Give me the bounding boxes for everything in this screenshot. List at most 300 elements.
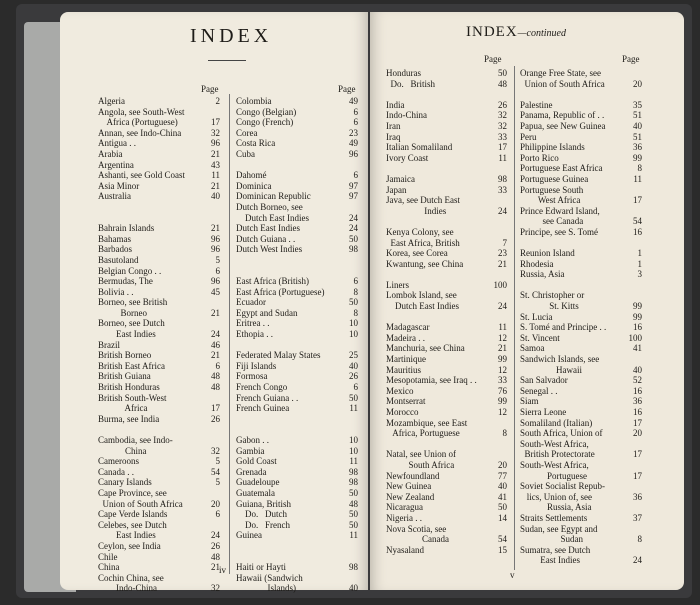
index-entry-name: Dutch East Indies [386,301,459,312]
index-entry-name: Iran [386,120,401,131]
index-entry-page: 11 [211,170,220,181]
index-entry [520,534,642,545]
index-entry-name: St. Vincent [520,332,560,343]
index-entry-page: 5 [215,477,220,488]
index-entry-name: Manchuria, see China [386,343,465,354]
index-entry [386,524,507,535]
index-entry [520,312,642,323]
index-entry-name: Cambodia, see Indo- [98,435,173,445]
index-entry-name: Nyasaland [386,544,424,555]
index-entry-page: 6 [353,170,358,181]
index-entry [236,117,358,128]
index-entry [98,160,220,171]
index-entry [386,492,507,503]
index-entry-page: 25 [349,350,358,361]
index-entry-name: Congo (Belgian) [236,106,297,117]
index-entry [236,213,358,224]
index-entry-page: 32 [498,110,507,121]
index-entry-page: 20 [633,78,642,89]
index-entry-name: Philippine Islands [520,142,585,153]
index-entry [98,414,220,425]
index-entry-name: Portuguese South [520,184,584,195]
index-entry-page: 99 [633,311,642,322]
index-entry-page: 16 [633,385,642,396]
index-entry [520,301,642,312]
index-entry [386,121,507,132]
index-entry-page: 52 [633,375,642,386]
index-entry-name: lics, Union of, see [520,491,592,502]
index-entry [98,350,220,361]
index-entry-name: Chile [98,551,118,562]
index-entry-name: British East Africa [98,360,165,371]
index-entry [520,238,642,249]
index-entry [386,333,507,344]
index-entry-page: 50 [349,392,358,403]
index-entry-name: British Protectorate [520,449,595,460]
index-entry-name: Canada [386,534,449,545]
index-entry-page: 24 [349,212,358,223]
index-entry-name: Indo-China [386,110,427,121]
index-entry-name: Dominica [236,180,272,191]
index-entry [98,287,220,298]
index-entry [520,269,642,280]
index-entry [386,460,507,471]
index-entry-page: 99 [498,354,507,365]
index-entry-name: Sandwich Islands, see [520,354,600,365]
index-entry-page: 8 [353,307,358,318]
index-entry [98,170,220,181]
index-entry-page: 20 [498,459,507,470]
index-entry-page: 24 [633,555,642,566]
index-entry-page: 98 [349,562,358,573]
index-entry [386,386,507,397]
index-entry [520,418,642,429]
index-entry-name: Morocco [386,407,419,417]
index-entry-page: 10 [349,318,358,329]
index-entry-page: 35 [633,99,642,110]
index-entry [386,375,507,386]
index-entry [520,333,642,344]
index-entry [236,499,358,510]
index-entry [236,414,358,425]
index-entry-name: India [386,99,405,110]
index-entry [386,322,507,333]
index-entry-page: 26 [349,371,358,382]
index-entry [386,206,507,217]
index-entry-name: West Africa [520,195,581,206]
index-entry-name: Bolivia . . [98,286,134,297]
index-entry [386,227,507,238]
index-entry [98,308,220,319]
index-entry-page: 48 [211,551,220,562]
index-entry [520,100,642,111]
index-entry [236,573,358,584]
index-entry-name: Dutch East Indies [236,212,309,223]
index-entry-page: 40 [633,120,642,131]
index-entry [520,68,642,79]
index-entry-name: Jamaica [386,173,415,184]
index-entry-page: 49 [349,96,358,106]
index-entry-name: Dominican Republic [236,191,311,202]
index-entry-name: Sudan [520,534,583,545]
index-entry-name: Guinea [236,530,262,541]
index-entry [236,488,358,499]
index-entry-name: Eritrea . . [236,318,270,329]
index-entry-name: Nicaragua [386,502,423,513]
index-entry [520,439,642,450]
index-entry-page: 76 [498,385,507,396]
index-entry-name: South Africa, Union of [520,428,603,439]
index-column-2 [236,96,358,594]
col3-page-header: Page [484,54,502,64]
index-entry-page: 6 [215,265,220,276]
index-entry-page: 54 [211,466,220,477]
index-entry-name: French Congo [236,382,288,393]
title-rule [208,60,246,61]
index-entry-name: Liners [386,279,409,290]
index-entry-name: Africa [98,403,148,414]
index-entry-page: 21 [211,562,220,573]
index-entry-name: South-West Africa, [520,438,589,449]
index-entry [98,340,220,351]
index-entry-name: Java, see Dutch East [386,195,460,206]
index-entry-name: Lombok Island, see [386,290,457,301]
index-entry [386,238,507,249]
index-entry [236,467,358,478]
index-entry-name: Do. Dutch [236,509,287,520]
index-entry [236,191,358,202]
index-entry-page: 8 [637,163,642,174]
index-entry-name: St. Lucia [520,311,553,322]
index-entry-page: 12 [498,407,507,417]
index-entry-page: 96 [349,148,358,159]
index-entry-name: East Africa (Portuguese) [236,286,325,297]
index-entry-page: 11 [349,530,358,541]
index-entry [236,403,358,414]
index-entry [520,396,642,407]
index-entry-name: Corea [236,127,258,138]
index-entry [236,520,358,531]
index-entry-page: 100 [493,279,507,290]
index-entry [236,530,358,541]
index-entry-name: Costa Rica [236,138,276,149]
index-entry-name: Annan, see Indo-China [98,127,182,138]
index-entry-page: 32 [498,120,507,131]
index-entry-page: 8 [502,428,507,439]
index-entry-page: 96 [211,244,220,255]
index-entry-name: Dutch West Indies [236,244,303,255]
index-entry [386,185,507,196]
index-entry-page: 50 [349,509,358,520]
index-entry-name: Canada . . [98,466,134,477]
index-entry [236,477,358,488]
index-entry-page: 50 [349,487,358,498]
index-entry-page: 26 [498,99,507,110]
index-entry [98,552,220,563]
index-entry [386,407,507,418]
index-entry-page: 17 [211,117,220,128]
index-entry-name: Peru [520,131,537,142]
index-entry-name: Ashanti, see Gold Coast [98,170,185,181]
right-page-number: v [510,570,515,580]
index-entry-page: 98 [349,477,358,488]
index-entry-page: 50 [349,233,358,244]
index-entry [98,573,220,584]
index-entry [236,456,358,467]
index-entry [386,174,507,185]
index-entry [386,502,507,513]
index-entry-name: East Indies [98,329,156,340]
index-entry [98,329,220,340]
index-entry-name: Haiti or Hayti [236,562,286,573]
index-entry-name: Burma, see India [98,413,160,424]
index-entry [520,386,642,397]
index-entry-name: Mexico [386,385,414,396]
index-entry-name: Grenada [236,466,267,477]
index-entry [520,216,642,227]
index-entry-page: 98 [349,244,358,255]
index-column-4 [520,68,642,566]
index-entry-page: 32 [211,445,220,456]
index-entry-name: Nova Scotia, see [386,523,447,534]
index-entry-page: 3 [637,269,642,280]
index-entry [520,513,642,524]
index-entry-name: Honduras [386,68,421,78]
index-entry [520,280,642,291]
index-entry-name: Principe, see S. Tomé [520,226,598,237]
index-entry-page: 7 [502,237,507,248]
index-entry-name: Papua, see New Guinea [520,120,606,131]
index-entry-name: St. Christopher or [520,290,585,301]
index-entry-page: 17 [633,195,642,206]
index-entry [386,428,507,439]
index-entry-page: 97 [349,180,358,191]
index-entry-name: Orange Free State, see [520,68,601,78]
index-entry-name: Hawaii [520,364,582,375]
index-entry-name: Union of South Africa [520,78,605,89]
index-entry-name: Indo-China [98,583,157,594]
index-entry-name: Asia Minor [98,180,140,191]
index-entry [236,318,358,329]
index-entry-name: French Guiana . . [236,392,299,403]
index-entry [236,266,358,277]
index-entry-name: Portuguese [520,470,587,481]
index-entry-name: British Guiana [98,371,151,382]
index-entry-name: Do. British [386,78,436,89]
index-entry-name: see Canada [520,216,584,227]
index-entry-name: Mauritius [386,364,421,375]
index-entry-page: 33 [498,375,507,386]
index-column-3 [386,68,507,555]
index-entry [98,107,220,118]
index-entry-page: 17 [211,403,220,414]
index-entry-page: 6 [215,509,220,520]
index-entry [386,545,507,556]
index-entry-name: Madagascar [386,322,430,333]
index-entry-name: Iraq [386,131,401,142]
index-entry-name: Basutoland [98,254,139,265]
index-entry-page: 24 [211,329,220,340]
index-entry-name: Canary Islands [98,477,152,488]
index-entry [520,195,642,206]
index-entry [98,509,220,520]
index-entry [98,424,220,435]
index-entry [386,163,507,174]
index-entry-name: Sudan, see Egypt and [520,523,598,534]
index-entry [236,223,358,234]
index-entry-page: 17 [633,449,642,460]
index-entry-name: Samoa [520,343,545,354]
index-entry [98,149,220,160]
index-entry [236,202,358,213]
index-entry [520,428,642,439]
index-entry [386,513,507,524]
index-entry-name: Cape Verde Islands [98,509,168,520]
index-entry-name: Gabon . . [236,435,269,445]
index-entry [520,153,642,164]
index-entry [520,185,642,196]
col1-page-header: Page [201,84,219,94]
index-entry-name: Borneo [98,307,147,318]
index-entry-name: Sierra Leone [520,407,567,417]
index-entry [236,552,358,563]
index-entry-name: St. Kitts [520,301,579,312]
index-entry [236,541,358,552]
index-entry-name: Portuguese East Africa [520,163,603,174]
index-entry-page: 23 [349,127,358,138]
left-page-title: INDEX [190,25,273,47]
index-entry-page: 6 [215,360,220,371]
index-entry [386,343,507,354]
index-entry-page: 51 [633,131,642,142]
index-entry [236,308,358,319]
index-entry [520,502,642,513]
index-entry-name: Angola, see South-West [98,106,185,117]
index-entry-page: 36 [633,396,642,407]
index-entry [98,467,220,478]
index-entry-name: Madeira . . [386,332,425,343]
index-entry-name: Ethopia . . [236,329,273,340]
index-entry [386,290,507,301]
index-entry [98,297,220,308]
index-entry-page: 36 [633,142,642,153]
index-entry-name: Barbados [98,244,132,255]
index-entry-name: Siam [520,396,539,407]
index-entry [520,259,642,270]
index-entry-page: 21 [211,350,220,361]
index-entry-page: 11 [633,173,642,184]
index-entry-page: 1 [637,258,642,269]
index-entry-page: 48 [349,498,358,509]
index-entry-name: Gambia [236,445,265,456]
index-entry [520,248,642,259]
index-entry [98,244,220,255]
index-entry [236,446,358,457]
index-entry-page: 10 [349,435,358,445]
index-entry-name: East Indies [98,530,156,541]
index-entry-name: Martinique [386,354,426,365]
index-entry [236,181,358,192]
index-entry-page: 11 [498,152,507,163]
index-entry [98,276,220,287]
index-entry [98,266,220,277]
index-entry [98,181,220,192]
index-entry-page: 99 [633,152,642,163]
index-entry [236,255,358,266]
index-entry-page: 15 [498,544,507,555]
index-entry-name: French Guinea [236,403,290,414]
index-entry-name: Guadeloupe [236,477,280,488]
index-entry-name: Celebes, see Dutch [98,519,167,530]
index-entry-page: 11 [498,322,507,333]
index-entry-name: Dutch Borneo, see [236,201,303,212]
index-entry-name: Kenya Colony, see [386,226,454,237]
index-entry-name: Senegal . . [520,385,558,396]
index-entry-name: Russia, Asia [520,269,565,280]
index-entry-page: 36 [633,491,642,502]
index-entry-name: Nigeria . . [386,512,422,523]
index-entry [98,435,220,446]
index-entry [520,290,642,301]
index-entry-page: 21 [498,343,507,354]
index-entry-name: Belgian Congo . . [98,265,162,276]
index-entry-name: Antigua . . [98,138,136,149]
index-entry [98,191,220,202]
index-entry-name: Colombia [236,96,272,106]
index-entry-page: 21 [211,307,220,318]
index-entry-name: Borneo, see British [98,297,168,308]
index-entry-page: 97 [349,191,358,202]
index-entry-page: 50 [349,519,358,530]
index-entry-name: Mozambique, see East [386,417,468,428]
index-entry [98,488,220,499]
index-entry [236,329,358,340]
index-entry-page: 48 [211,382,220,393]
index-entry-name: Guiana, British [236,498,291,509]
index-entry-page: 6 [353,382,358,393]
index-entry-name: East Africa (British) [236,276,309,287]
index-entry-page: 16 [633,407,642,417]
index-entry [386,280,507,291]
index-entry [386,195,507,206]
index-entry-page: 10 [349,445,358,456]
index-entry [236,509,358,520]
index-entry-name: Korea, see Corea [386,248,448,259]
index-entry-page: 24 [498,301,507,312]
index-entry [98,318,220,329]
index-entry [98,371,220,382]
index-entry-page: 10 [349,329,358,340]
index-entry [236,350,358,361]
index-entry [386,269,507,280]
index-entry-name: East Indies [520,555,580,566]
index-entry [386,365,507,376]
index-entry-name: Borneo, see Dutch [98,318,165,329]
index-entry-name: Hawaii (Sandwich [236,572,303,583]
index-entry [386,216,507,227]
index-entry-name: Islands) [236,583,296,594]
index-entry [520,206,642,217]
index-entry-page: 32 [211,583,220,594]
index-entry-page: 14 [498,512,507,523]
index-entry [520,79,642,90]
index-entry [520,354,642,365]
index-entry-page: 21 [211,180,220,191]
index-entry-name: Bermudas, The [98,276,153,287]
index-entry-page: 37 [633,512,642,523]
index-entry [98,223,220,234]
index-entry-name: Cameroons [98,456,139,467]
